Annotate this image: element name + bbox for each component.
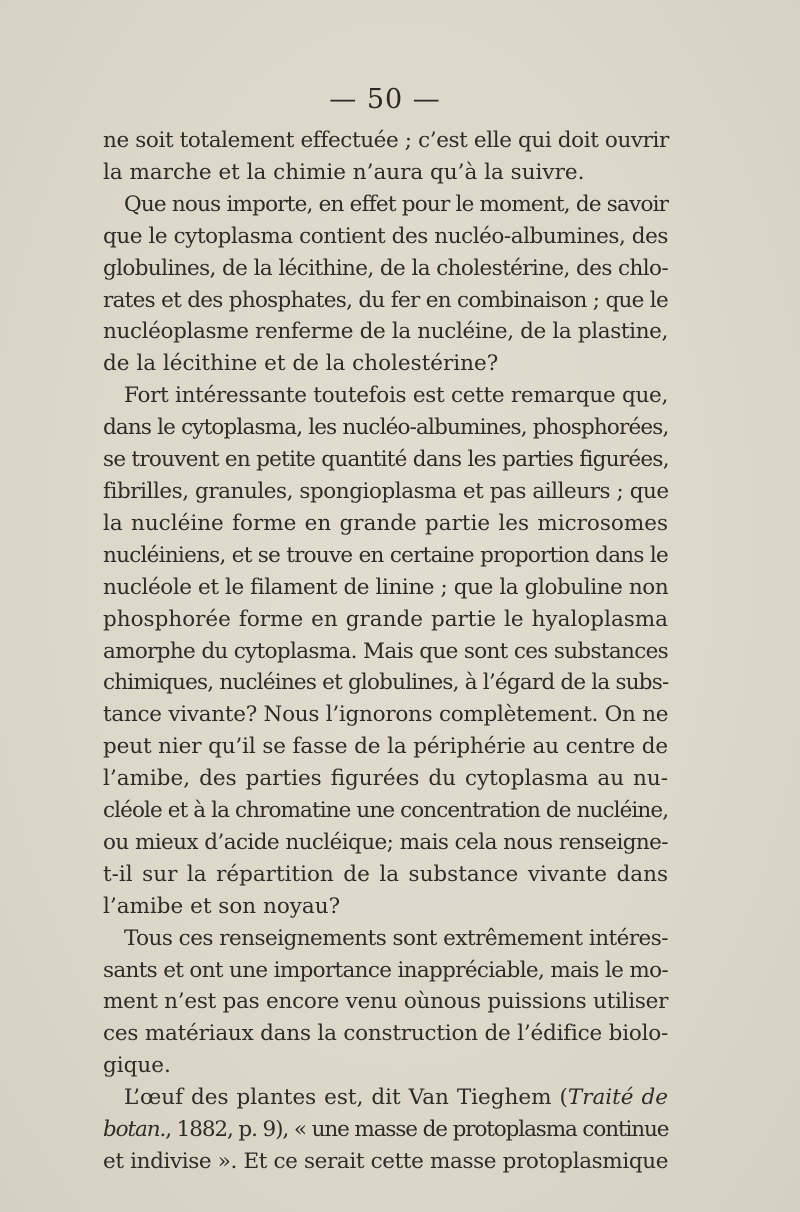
text-line: gique. — [103, 1053, 171, 1079]
text-line: nucléoplasme renferme de la nucléine, de la plastine, — [103, 319, 669, 345]
paragraph-5 — [103, 1082, 668, 1178]
text-line: ces matériaux dans la construction de l’édifice biolo- — [103, 1021, 669, 1047]
text-line: peut nier qu’il se fasse de la périphérie au centre de — [103, 734, 668, 760]
text-line: Fort intéressante toutefois est cette remarque que, — [124, 383, 668, 409]
paragraph-4 — [103, 923, 668, 1083]
text-line — [103, 1114, 668, 1146]
text-line: nucléiniens, et se trouve en certaine proportion dans le — [103, 542, 668, 568]
paragraph-1 — [103, 125, 668, 189]
text-line: fibrilles, granules, spongioplasma et pas ailleurs ; que — [103, 478, 669, 504]
text-line: nucléole et le filament de linine ; que la globuline non — [103, 574, 669, 600]
text-line: l’amibe, des parties figurées du cytoplasma au nu- — [103, 766, 668, 792]
text-line: cléole et à la chromatine une concentration de nucléine, — [103, 798, 669, 824]
citation-title: Traité de — [567, 1085, 668, 1111]
text-line: Tous ces renseignements sont extrêmement intéres- — [124, 925, 668, 951]
text-line: phosphorée forme en grande partie le hyaloplasma — [103, 606, 668, 632]
text-line: chimiques, nucléines et globulines, à l’égard de la subs- — [103, 670, 669, 696]
text-line: se trouvent en petite quantité dans les parties figurées, — [103, 447, 669, 473]
text-line: ou mieux d’acide nucléique; mais cela nous renseigne- — [103, 829, 668, 855]
text-line: dans le cytoplasma, les nucléo-albumines, phosphorées, — [103, 415, 669, 441]
text-line: rates et des phosphates, du fer en combinaison ; que le — [103, 287, 668, 313]
text-run: , 1882, p. 9), « une masse de protoplasma continue — [165, 1117, 669, 1143]
text-line: ment n’est pas encore venu oùnous puissions utiliser — [103, 989, 669, 1015]
citation-title-abbrev: botan. — [103, 1117, 166, 1143]
text-run: L’œuf des plantes est, dit Van Tieghem ( — [124, 1085, 568, 1111]
text-line — [103, 1082, 668, 1114]
text-line: de la lécithine et de la cholestérine? — [103, 351, 499, 377]
text-line: Que nous importe, en effet pour le moment, de savoir — [124, 191, 669, 217]
paragraph-3 — [103, 380, 668, 922]
text-line: ne soit totalement effectuée ; c’est elle qui doit ouvrir — [103, 128, 669, 153]
text-line: t-il sur la répartition de la substance vivante dans — [103, 861, 668, 887]
text-line: la marche et la chimie n’aura qu’à la suivre. — [103, 159, 585, 185]
text-line: que le cytoplasma contient des nucléo-albumines, des — [103, 223, 668, 249]
text-line: et indivise ». Et ce serait cette masse protoplasmique — [103, 1149, 669, 1174]
text-line: l’amibe et son noyau? — [103, 893, 341, 919]
text-line: la nucléine forme en grande partie les microsomes — [103, 510, 668, 536]
text-line: globulines, de la lécithine, de la cholestérine, des chlo- — [103, 255, 668, 281]
body-text — [103, 125, 668, 1178]
paragraph-2 — [103, 189, 668, 380]
page-number: — 50 — — [329, 84, 441, 115]
text-line: tance vivante? Nous l’ignorons complètement. On ne — [103, 702, 669, 728]
text-line: sants et ont une importance inappréciable, mais le mo- — [103, 957, 668, 983]
text-line: amorphe du cytoplasma. Mais que sont ces substances — [103, 638, 668, 664]
